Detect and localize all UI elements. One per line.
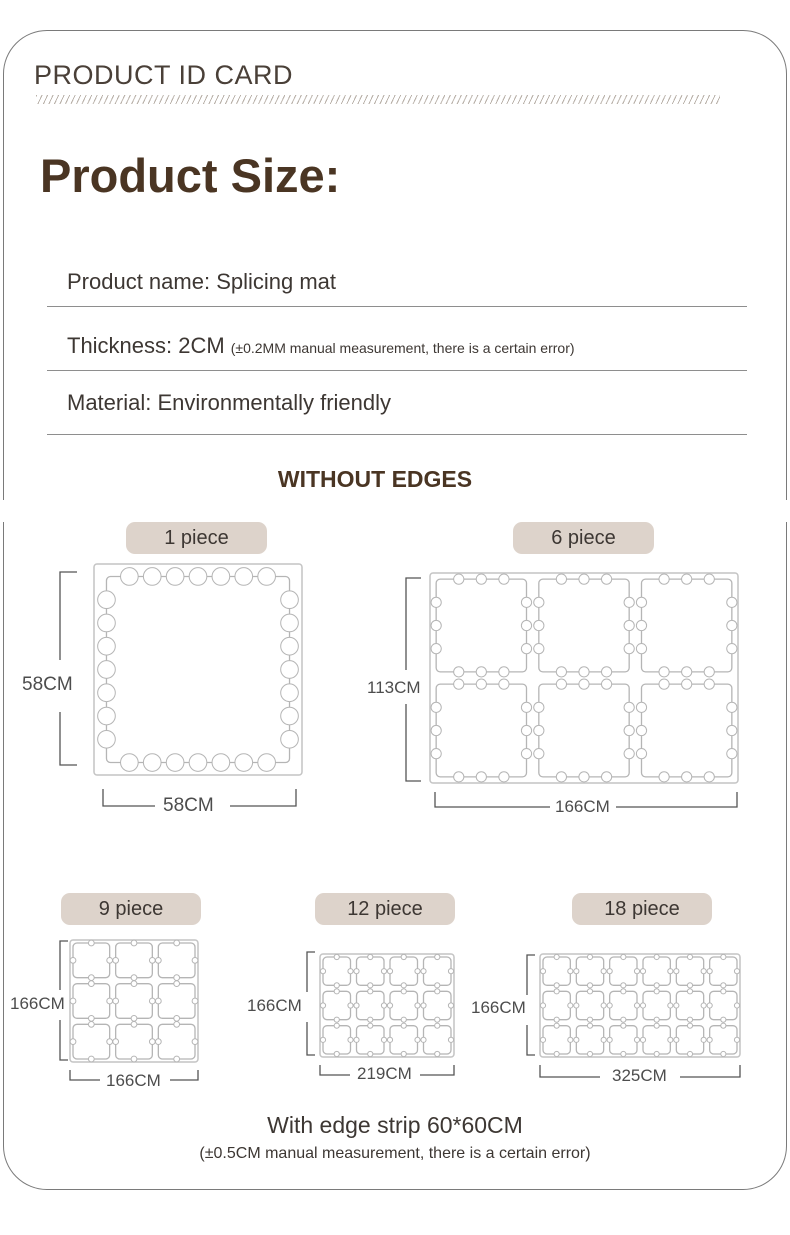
spec-name-label: Product name: Splicing mat	[67, 269, 337, 294]
card-title: PRODUCT ID CARD	[34, 60, 294, 90]
layout-label-18-piece: 18 piece	[572, 893, 712, 925]
dim-height-6-piece: 113CM	[367, 678, 421, 697]
spec-material-label: Material: Environmentally friendly	[67, 390, 392, 415]
dim-height-1-piece: 58CM	[22, 674, 73, 695]
dim-height-18-piece: 166CM	[471, 998, 526, 1017]
dim-width-9-piece: 166CM	[106, 1071, 161, 1090]
layout-label-9-piece: 9 piece	[61, 893, 201, 925]
layout-label-1-piece: 1 piece	[126, 522, 267, 554]
spec-thickness-label: Thickness: 2CM	[67, 333, 225, 358]
dim-width-18-piece: 325CM	[612, 1066, 667, 1085]
dim-height-12-piece: 166CM	[247, 996, 302, 1015]
dim-width-6-piece: 166CM	[555, 797, 610, 816]
measurement-note: (±0.5CM manual measurement, there is a certain error)	[199, 1145, 591, 1162]
edge-strip-note: With edge strip 60*60CM	[267, 1112, 523, 1138]
dim-height-9-piece: 166CM	[10, 994, 65, 1013]
section-title: WITHOUT EDGES	[277, 466, 473, 492]
product-size-heading: Product Size:	[40, 149, 341, 202]
layout-label-6-piece: 6 piece	[513, 522, 654, 554]
layout-label-12-piece: 12 piece	[315, 893, 455, 925]
spec-thickness-note: (±0.2MM manual measurement, there is a certain error)	[230, 340, 575, 356]
dim-width-12-piece: 219CM	[357, 1064, 412, 1083]
dim-width-1-piece: 58CM	[163, 795, 214, 816]
